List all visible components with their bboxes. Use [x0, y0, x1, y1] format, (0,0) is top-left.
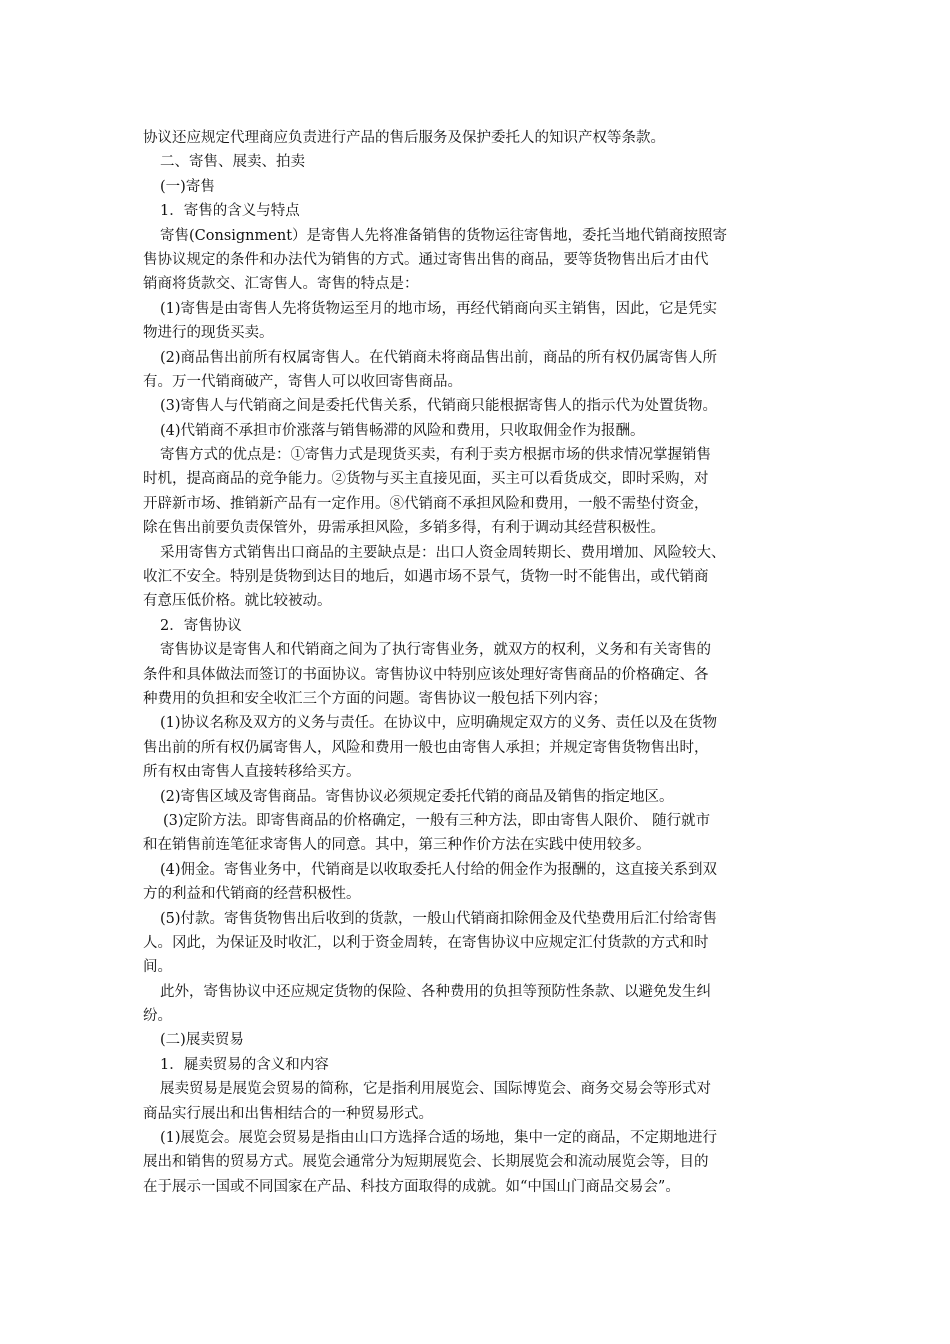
text-line: 商品实行展出和出售相结合的一种贸易形式。 — [143, 1105, 433, 1122]
text-line: 人。冈此，为保证及时收汇，以利于资金周转，在寄售协议中应规定汇付货款的方式和时 — [143, 934, 709, 951]
text-line: 开辟新市场、推销新产品有一定作用。⑧代销商不承担风险和费用，一般不需垫付资金， — [143, 495, 709, 512]
text-line: (1)协议名称及双方的义务与责任。在协议中，应明确规定双方的义务、责任以及在货物 — [160, 715, 718, 732]
text-line: 售出前的所有权仍属寄售人，风险和费用一般也由寄售人承担；并规定寄售货物售出时， — [143, 739, 709, 756]
text-line: (2)商品售出前所有权属寄售人。在代销商未将商品售出前，商品的所有权仍属寄售人所 — [160, 349, 718, 366]
text-line: 2．寄售协议 — [160, 617, 242, 634]
text-line: (1)寄售是由寄售人先将货物运至月的地市场，再经代销商向买主销售，因此，它是凭实 — [160, 300, 718, 317]
text-line: 除在售出前要负责保管外，毋需承担风险，多销多得，有利于调动其经营积极性。 — [143, 520, 665, 537]
text-line: (4)代销商不承担市价涨落与销售畅滞的风险和费用，只收取佣金作为报酬。 — [160, 422, 645, 439]
text-line: 售协议规定的条件和办法代为销售的方式。通过寄售出售的商品，要等货物售出后才由代 — [143, 251, 709, 268]
text-line: 物进行的现货买卖。 — [143, 325, 274, 342]
text-line: 寄售方式的优点是：①寄售力式是现货买卖，有利于卖方根据市场的供求情况掌握销售 — [160, 447, 711, 464]
text-line: (3)寄售人与代销商之间是委托代售关系，代销商只能根据寄售人的指示代为处置货物。 — [160, 398, 718, 415]
text-line: (一)寄售 — [160, 178, 215, 195]
text-line: 种费用的负担和安全收汇三个方面的问题。寄售协议一般包括下列内容； — [143, 690, 607, 707]
text-line: 协议还应规定代理商应负责进行产品的售后服务及保护委托人的知识产权等条款。 — [143, 130, 665, 146]
text-line: (二)展卖贸易 — [160, 1032, 244, 1049]
text-line: 间。 — [143, 959, 172, 976]
text-line: 寄售(Consignment）是寄售人先将准备销售的货物运往寄售地，委托当地代销商按照寄 — [160, 227, 728, 244]
text-line: 时机，提高商品的竞争能力。②货物与买主直接见面，买主可以看货成交，即时采购，对 — [143, 471, 709, 488]
text-line: 方的利益和代销商的经营积极性。 — [143, 886, 361, 903]
text-line: (2)寄售区域及寄售商品。寄售协议必须规定委托代销的商品及销售的指定地区。 — [160, 788, 674, 805]
text-line: 纷。 — [143, 1008, 172, 1025]
text-line: 和在销售前连笔征求寄售人的同意。其中，第三种作价方法在实践中使用较多。 — [143, 837, 651, 854]
text-line: 有意压低价格。就比较被动。 — [143, 593, 332, 610]
text-line: (1)展览会。展览会贸易是指由山口方选择合适的场地，集中一定的商品，不定期地进行 — [160, 1130, 718, 1147]
text-line: 销商将货款交、汇寄售人。寄售的特点是： — [143, 276, 419, 293]
text-line: 1．屣卖贸易的含义和内容 — [160, 1056, 329, 1073]
text-line: 1．寄售的含义与特点 — [160, 203, 300, 220]
document-body — [143, 126, 813, 1199]
text-line: 收汇不安全。特别是货物到达目的地后，如遇市场不景气，货物一时不能售出，或代销商 — [143, 569, 709, 586]
text-line: 条件和具体做法而签订的书面协议。寄售协议中特别应该处理好寄售商品的价格确定、各 — [143, 666, 709, 683]
text-line: 在于展示一国或不同国家在产品、科技方面取得的成就。如“中国山门商品交易会”。 — [143, 1178, 680, 1195]
text-line: 寄售协议是寄售人和代销商之间为了执行寄售业务，就双方的权利，义务和有关寄售的 — [160, 642, 711, 659]
text-line: 此外，寄售协议中还应规定货物的保险、各种费用的负担等预防性条款、以避免发生纠 — [160, 983, 711, 1000]
text-line: (5)付款。寄售货物售出后收到的货款，一般山代销商扣除佣金及代垫费用后汇付给寄售 — [160, 910, 718, 927]
text-line: (3)定阶方法。即寄售商品的价格确定，一般有三种方法，即由寄售人限价、 随行就市 — [163, 812, 711, 829]
text-line: 展卖贸易是展览会贸易的简称，它是指利用展览会、国际博览会、商务交易会等形式对 — [160, 1081, 711, 1098]
text-line: 展出和销售的贸易方式。展览会通常分为短期展览会、长期展览会和流动展览会等，目的 — [143, 1154, 709, 1171]
text-line: 所有权由寄售人直接转移给买方。 — [143, 764, 361, 781]
text-line: 二、寄售、展卖、拍卖 — [160, 154, 305, 171]
text-line: 有。万一代销商破产，寄售人可以收回寄售商品。 — [143, 373, 462, 390]
text-line: (4)佣金。寄售业务中，代销商是以收取委托人付给的佣金作为报酬的，这直接关系到双 — [160, 861, 718, 878]
text-line: 采用寄售方式销售出口商品的主要缺点是：出口人资金周转期长、费用增加、风险较大、 — [160, 544, 726, 561]
